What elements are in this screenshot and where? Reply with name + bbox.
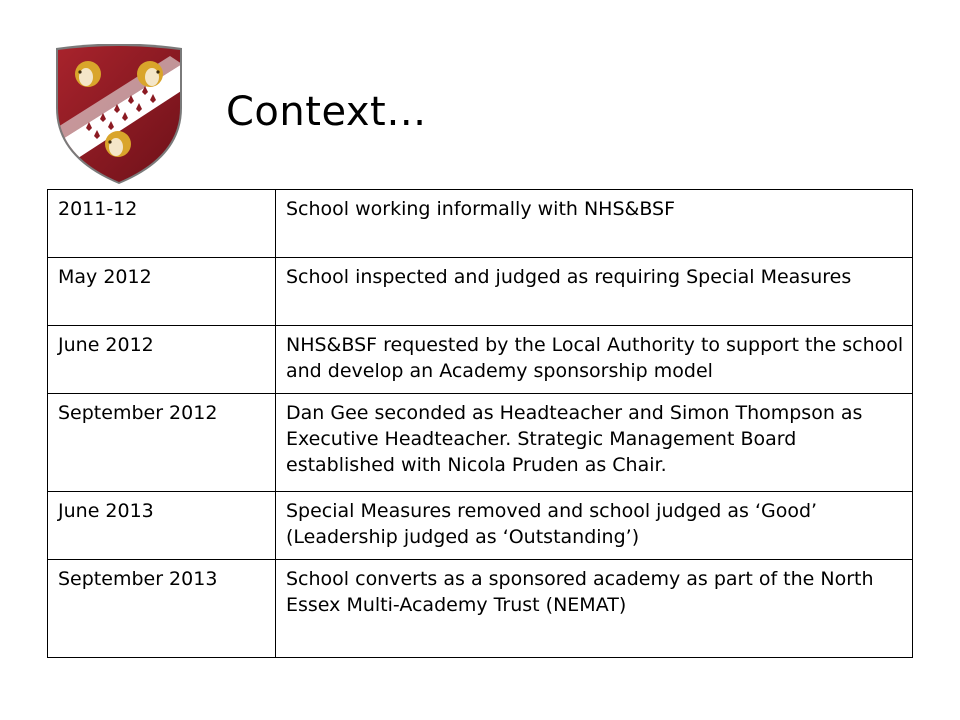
row-event: School converts as a sponsored academy as part of the North Essex Multi-Academy Trust (NEMAT) [276,560,913,658]
row-date: June 2012 [48,326,276,394]
row-date: May 2012 [48,258,276,326]
row-date: June 2013 [48,492,276,560]
table-row [48,560,913,658]
row-date: September 2012 [48,394,276,492]
page-title: Context… [226,89,427,135]
table-row [48,394,913,492]
table-row [48,258,913,326]
school-crest-logo [52,44,186,184]
row-event: Dan Gee seconded as Headteacher and Simon Thompson as Executive Headteacher. Strategic Management Board established with Nicola Pruden as Chair. [276,394,913,492]
row-event: School working informally with NHS&BSF [276,190,913,258]
table-row [48,190,913,258]
row-date: 2011-12 [48,190,276,258]
row-event: School inspected and judged as requiring Special Measures [276,258,913,326]
row-event: Special Measures removed and school judged as ‘Good’ (Leadership judged as ‘Outstanding’) [276,492,913,560]
row-event: NHS&BSF requested by the Local Authority to support the school and develop an Academy sponsorship model [276,326,913,394]
timeline-table [47,189,913,658]
table-row [48,326,913,394]
row-date: September 2013 [48,560,276,658]
table-row [48,492,913,560]
